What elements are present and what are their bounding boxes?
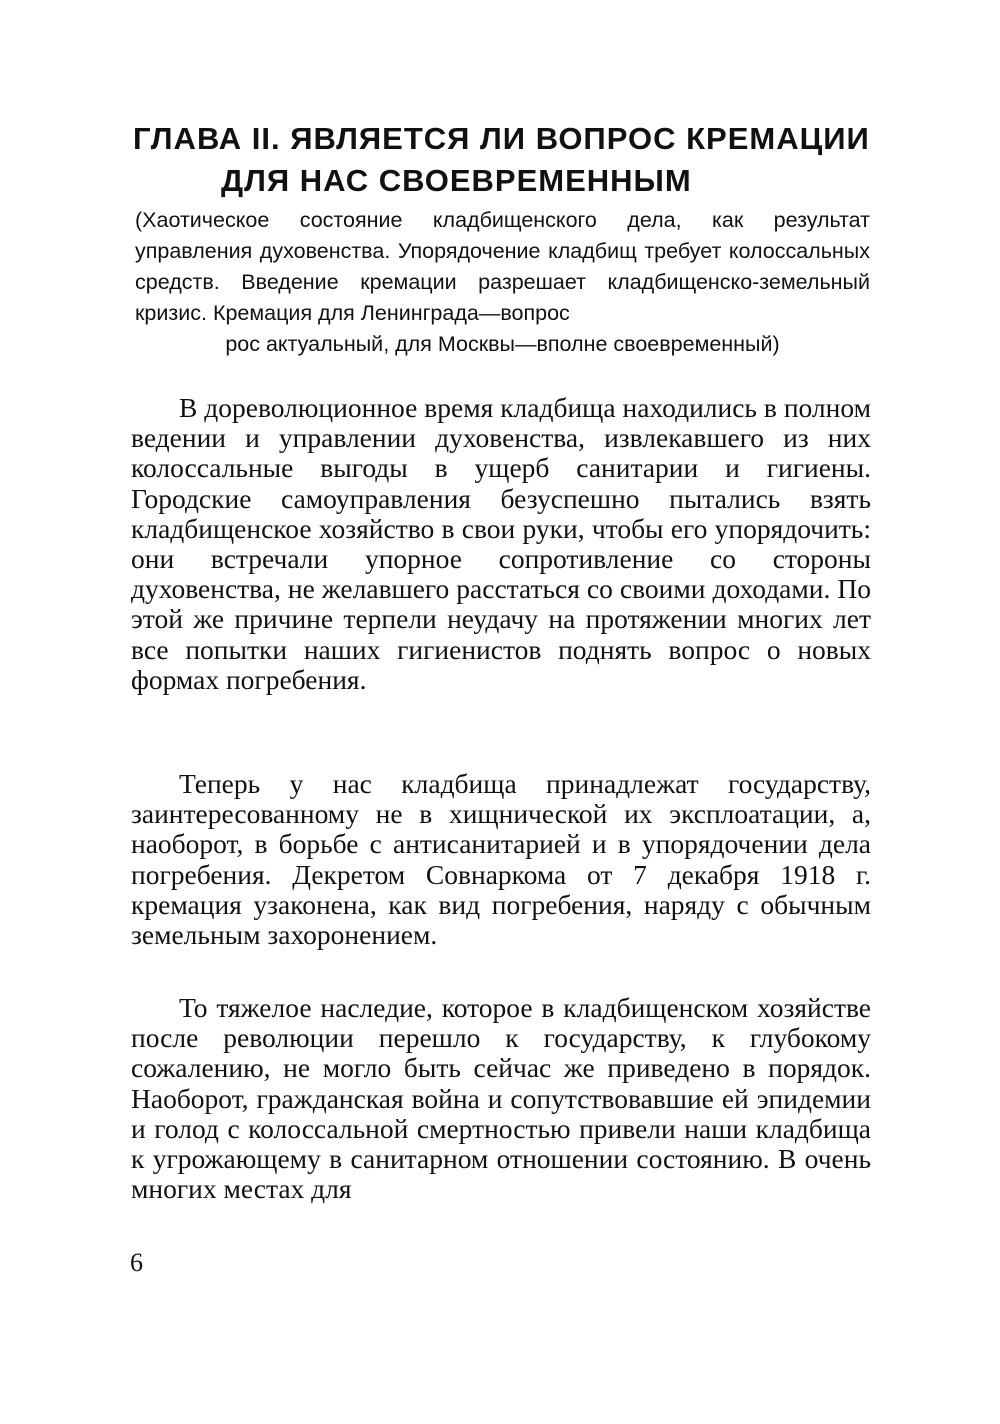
body-paragraph-2: Теперь у нас кладбища принадлежат государству, заинтересованному не в хищнической их эксплоатации, а, наоборот, в борьбе с антисанитарией и в упорядочении дела погребения. Декретом Совнаркома от 7 декабря 1918 г. кремация узаконена, как вид погребения, наряду с обычным земельным захоронением. [131,768,871,951]
chapter-title-line-1: ГЛАВА II. ЯВЛЯЕТСЯ ЛИ ВОПРОС КРЕМАЦИИ [133,121,870,156]
page-number: 6 [130,1248,143,1277]
chapter-summary-last-line: рос актуальный, для Москвы—вполне своевременный) [225,332,780,356]
chapter-title-line-2: ДЛЯ НАС СВОЕВРЕМЕННЫМ [221,163,692,198]
chapter-title [133,118,873,202]
body-paragraph-1: В дореволюционное время кладбища находились в полном ведении и управлении духовенства, извлекавшего из них колоссальные выгоды в ущерб санитарии и гигиены. Городские самоуправления безуспешно пытались взять кладбищенское хозяйство в свои руки, чтобы его упорядочить: они встречали упорное сопротивление со стороны духовенства, не желавшего расстаться со своими доходами. По этой же причине терпели неудачу на протяжении многих лет все попытки наших гигиенистов поднять вопрос о новых формах погребения. [131,392,871,695]
chapter-summary: (Хаотическое состояние кладбищенского дела, как результат управления духовенства. Упорядочение кладбищ требует колоссальных средств. Введение кремации разрешает кладбищенско-земельный кризис. Кремация для Ленинграда—вопрос [135,208,870,325]
body-paragraph-3: То тяжелое наследие, которое в кладбищенском хозяйстве после революции перешло к государству, к глубокому сожалению, не могло быть сейчас же приведено в порядок. Наоборот, гражданская война и сопутствовавшие ей эпидемии и голод с колоссальной смертностью привели наши кладбища к угрожающему в санитарном отношении состоянию. В очень многих местах для [131,992,871,1205]
